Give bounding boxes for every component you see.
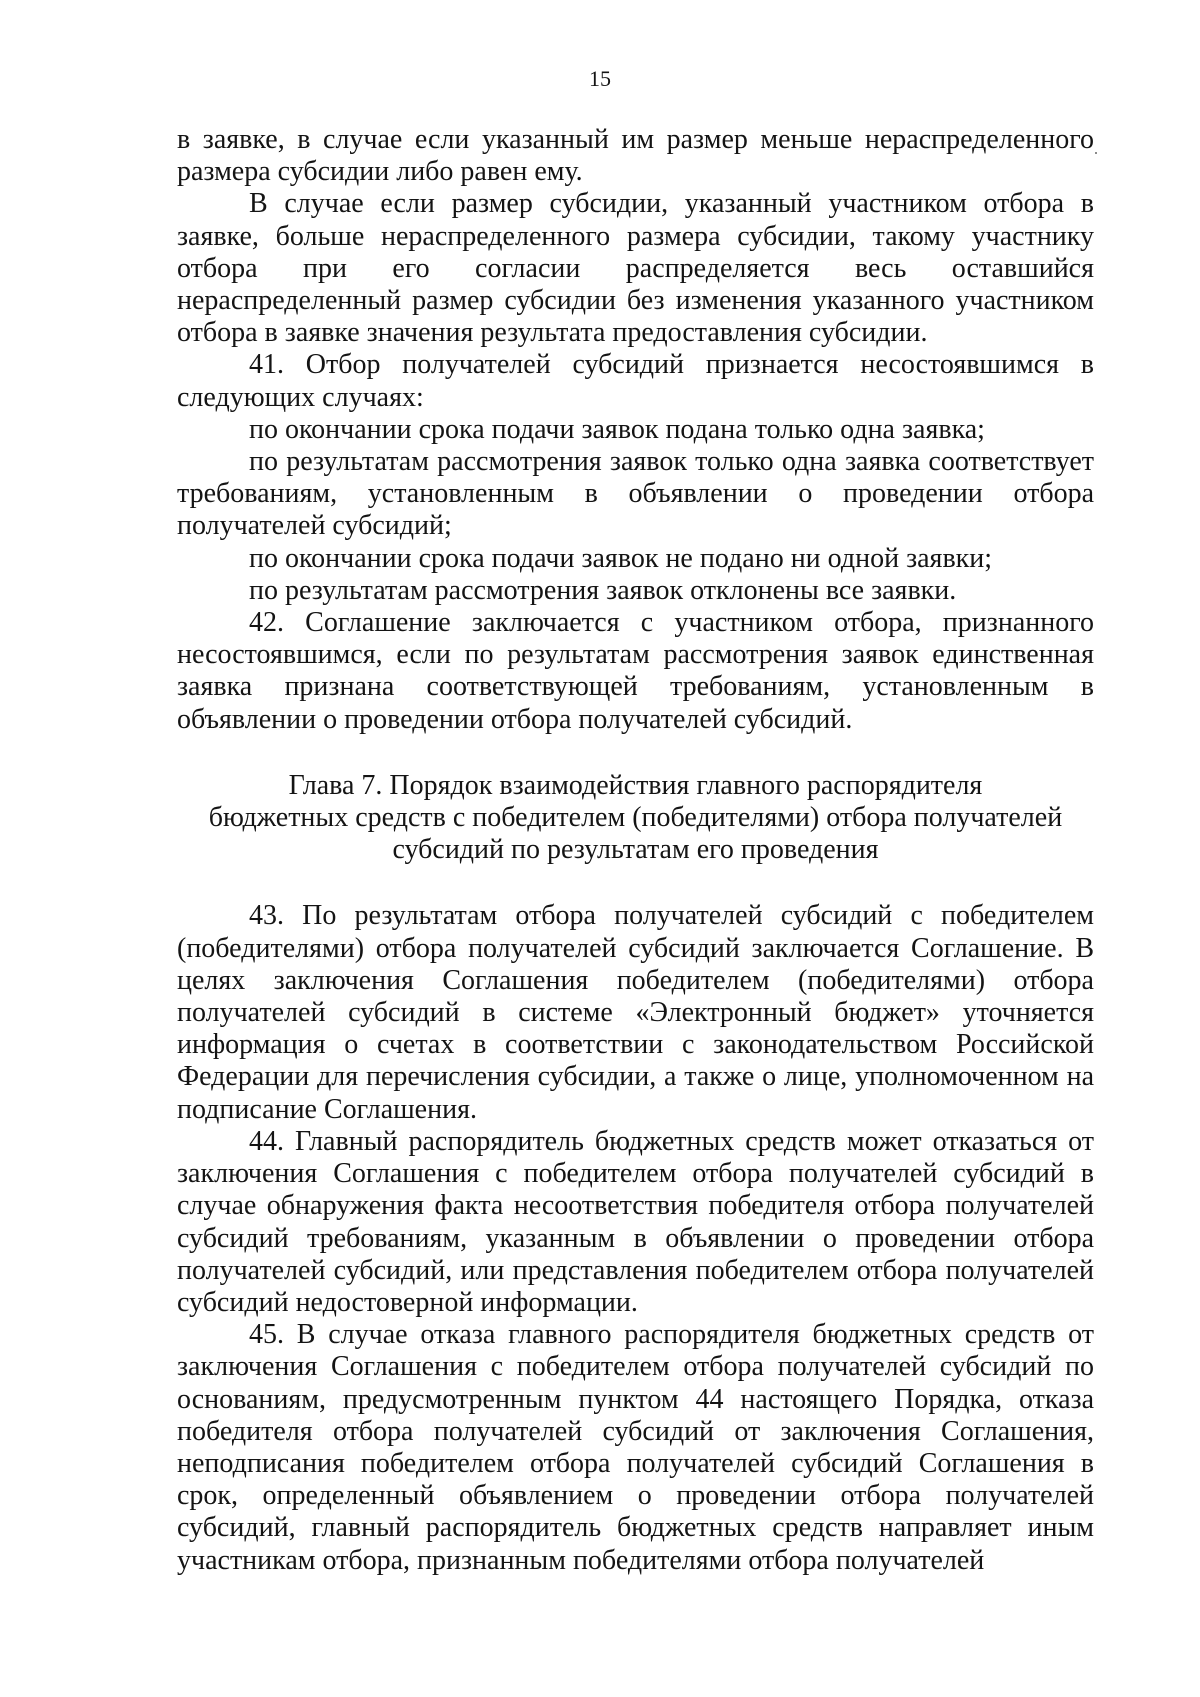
paragraph: в заявке, в случае если указанный им размер меньше нераспределенного размера субсидии либо равен ему. [177,124,1094,188]
paragraph: 43. По результатам отбора получателей субсидий с победителем (победителями) отбора получателей субсидий заключается Соглашение. В целях заключения Соглашения победителем (победителями) отбора получателей субсидий в системе «Электронный бюджет» уточняется информация о счетах в соответствии с законодательством Российской Федерации для перечисления субсидии, а также о лице, уполномоченном на подписание Соглашения. [177,900,1094,1125]
scan-speck [1095,152,1097,154]
chapter-heading-line: бюджетных средств с победителем (победителями) отбора получателей [208,802,1063,834]
paragraphs-after [177,900,1094,1576]
paragraph: 42. Соглашение заключается с участником отбора, признанного несостоявшимся, если по результатам рассмотрения заявок единственная заявка признана соответствующей требованиям, установленным в объявлении о проведении отбора получателей субсидий. [177,607,1094,735]
paragraphs-before [177,124,1094,736]
paragraph: по окончании срока подачи заявок не подано ни одной заявки; [249,542,993,574]
paragraph: 45. В случае отказа главного распорядителя бюджетных средств от заключения Соглашения с победителем отбора получателей субсидий по основаниям, предусмотренным пунктом 44 настоящего Порядка, отказа победителя отбора получателей субсидий от заключения Соглашения, неподписания победителем отбора получателей субсидий Соглашения в срок, определенный объявлением о проведении отбора получателей субсидий, главный распорядитель бюджетных средств направляет иным участникам отбора, признанным победителями отбора получателей [177,1319,1094,1576]
paragraph: по результатам рассмотрения заявок отклонены все заявки. [249,574,957,606]
paragraph: по окончании срока подачи заявок подана только одна заявка; [249,413,985,445]
page-number: 15 [589,66,611,91]
chapter-heading [177,770,1094,867]
document-body [177,124,1094,1577]
paragraph: В случае если размер субсидии, указанный участником отбора в заявке, больше нераспределенного размера субсидии, такому участнику отбора при его согласии распределяется весь оставшийся нераспределенный размер субсидии без изменения указанного участником отбора в заявке значения результата предоставления субсидии. [177,188,1094,349]
chapter-heading-line: Глава 7. Порядок взаимодействия главного распорядителя [288,769,983,801]
paragraph: по результатам рассмотрения заявок только одна заявка соответствует требованиям, установленным в объявлении о проведении отбора получателей субсидий; [177,446,1094,542]
chapter-heading-line: субсидий по результатам его проведения [392,834,879,866]
paragraph: 41. Отбор получателей субсидий признается несостоявшимся в следующих случаях: [177,349,1094,413]
paragraph: 44. Главный распорядитель бюджетных средств может отказаться от заключения Соглашения с победителем отбора получателей субсидий в случае обнаружения факта несоответствия победителя отбора получателей субсидий требованиям, указанным в объявлении о проведении отбора получателей субсидий, или представления победителем отбора получателей субсидий недостоверной информации. [177,1125,1094,1318]
